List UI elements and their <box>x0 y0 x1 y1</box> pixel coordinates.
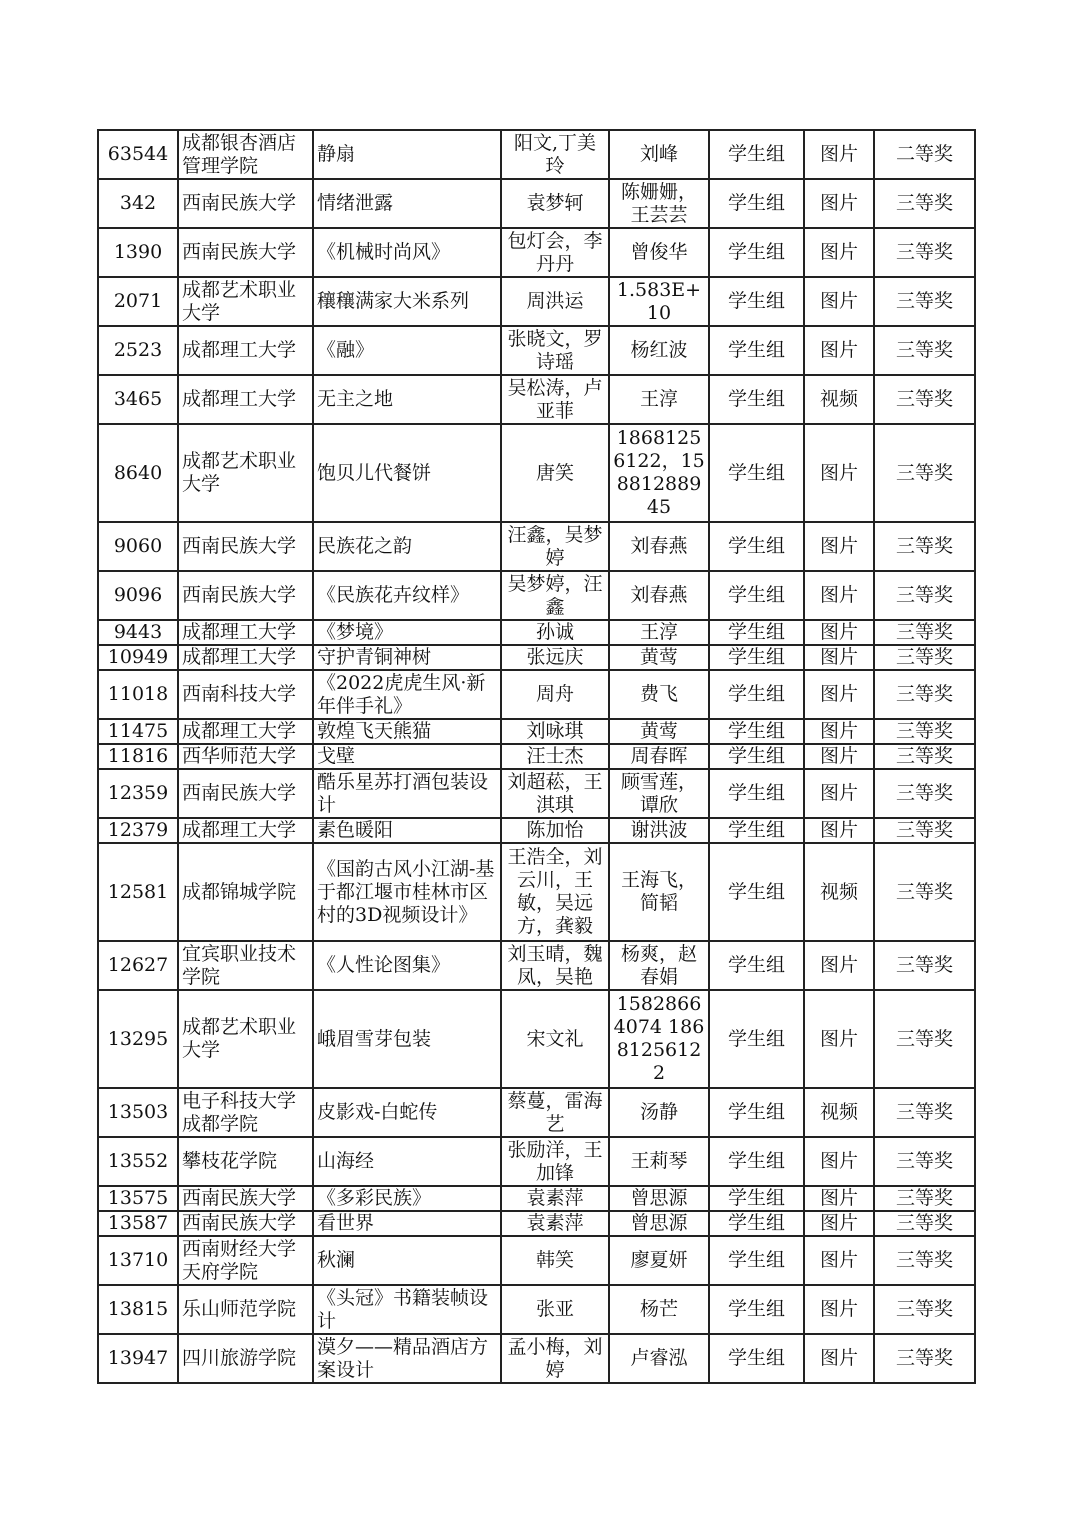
group-cell: 学生组 <box>709 375 804 424</box>
author-cell: 王浩全，刘云川，王敏，吴远方，龚毅 <box>501 843 609 941</box>
table-row <box>98 424 975 522</box>
group-cell: 学生组 <box>709 719 804 744</box>
author-cell: 阳文,丁美玲 <box>501 130 609 179</box>
author-cell: 周洪运 <box>501 277 609 326</box>
work-title-cell: 峨眉雪芽包装 <box>313 990 501 1088</box>
work-title-cell: 守护青铜神树 <box>313 645 501 670</box>
advisor-cell: 王淳 <box>609 375 709 424</box>
author-cell: 孟小梅，刘婷 <box>501 1334 609 1383</box>
type-cell: 图片 <box>804 1334 874 1383</box>
advisor-cell: 曾俊华 <box>609 228 709 277</box>
table-row <box>98 990 975 1088</box>
work-title-cell: 《国韵古风小江湖-基于都江堰市桂林市区村的3D视频设计》 <box>313 843 501 941</box>
author-cell: 张亚 <box>501 1285 609 1334</box>
type-cell: 图片 <box>804 670 874 719</box>
table-row <box>98 744 975 769</box>
author-cell: 张晓文，罗诗瑶 <box>501 326 609 375</box>
entry-id-cell: 63544 <box>98 130 178 179</box>
prize-cell: 三等奖 <box>874 744 975 769</box>
award-table-body <box>98 130 975 1383</box>
school-cell: 西华师范大学 <box>178 744 313 769</box>
group-cell: 学生组 <box>709 424 804 522</box>
entry-id-cell: 13295 <box>98 990 178 1088</box>
entry-id-cell: 11816 <box>98 744 178 769</box>
school-cell: 西南民族大学 <box>178 571 313 620</box>
entry-id-cell: 13710 <box>98 1236 178 1285</box>
advisor-cell: 曾思源 <box>609 1186 709 1211</box>
type-cell: 图片 <box>804 228 874 277</box>
group-cell: 学生组 <box>709 1236 804 1285</box>
author-cell: 孙诚 <box>501 620 609 645</box>
work-title-cell: 饱贝儿代餐饼 <box>313 424 501 522</box>
advisor-cell: 杨爽，赵春娟 <box>609 941 709 990</box>
group-cell: 学生组 <box>709 990 804 1088</box>
group-cell: 学生组 <box>709 941 804 990</box>
entry-id-cell: 342 <box>98 179 178 228</box>
school-cell: 成都理工大学 <box>178 375 313 424</box>
work-title-cell: 《梦境》 <box>313 620 501 645</box>
work-title-cell: 皮影戏-白蛇传 <box>313 1088 501 1137</box>
table-row <box>98 1137 975 1186</box>
type-cell: 视频 <box>804 843 874 941</box>
work-title-cell: 山海经 <box>313 1137 501 1186</box>
prize-cell: 三等奖 <box>874 277 975 326</box>
table-row <box>98 1334 975 1383</box>
table-row <box>98 571 975 620</box>
group-cell: 学生组 <box>709 1186 804 1211</box>
work-title-cell: 看世界 <box>313 1211 501 1236</box>
type-cell: 图片 <box>804 744 874 769</box>
entry-id-cell: 11018 <box>98 670 178 719</box>
prize-cell: 三等奖 <box>874 424 975 522</box>
group-cell: 学生组 <box>709 744 804 769</box>
author-cell: 吴梦婷，汪鑫 <box>501 571 609 620</box>
group-cell: 学生组 <box>709 1088 804 1137</box>
advisor-cell: 王淳 <box>609 620 709 645</box>
group-cell: 学生组 <box>709 620 804 645</box>
prize-cell: 三等奖 <box>874 645 975 670</box>
author-cell: 汪士杰 <box>501 744 609 769</box>
prize-cell: 三等奖 <box>874 1211 975 1236</box>
group-cell: 学生组 <box>709 670 804 719</box>
group-cell: 学生组 <box>709 130 804 179</box>
prize-cell: 三等奖 <box>874 719 975 744</box>
group-cell: 学生组 <box>709 1334 804 1383</box>
prize-cell: 三等奖 <box>874 818 975 843</box>
group-cell: 学生组 <box>709 179 804 228</box>
work-title-cell: 酷乐星苏打酒包装设计 <box>313 769 501 818</box>
author-cell: 吴松涛，卢亚菲 <box>501 375 609 424</box>
school-cell: 宜宾职业技术学院 <box>178 941 313 990</box>
table-row <box>98 719 975 744</box>
entry-id-cell: 1390 <box>98 228 178 277</box>
type-cell: 图片 <box>804 620 874 645</box>
work-title-cell: 情绪泄露 <box>313 179 501 228</box>
school-cell: 成都艺术职业大学 <box>178 990 313 1088</box>
prize-cell: 三等奖 <box>874 522 975 571</box>
author-cell: 刘咏琪 <box>501 719 609 744</box>
advisor-cell: 卢睿泓 <box>609 1334 709 1383</box>
work-title-cell: 《民族花卉纹样》 <box>313 571 501 620</box>
author-cell: 刘超菘，王淇琪 <box>501 769 609 818</box>
author-cell: 袁素萍 <box>501 1211 609 1236</box>
entry-id-cell: 9443 <box>98 620 178 645</box>
prize-cell: 三等奖 <box>874 1285 975 1334</box>
type-cell: 图片 <box>804 818 874 843</box>
advisor-cell: 廖夏妍 <box>609 1236 709 1285</box>
advisor-cell: 王莉琴 <box>609 1137 709 1186</box>
table-row <box>98 130 975 179</box>
entry-id-cell: 13575 <box>98 1186 178 1211</box>
author-cell: 汪鑫，吴梦婷 <box>501 522 609 571</box>
table-row <box>98 375 975 424</box>
type-cell: 视频 <box>804 375 874 424</box>
author-cell: 张励洋，王加锋 <box>501 1137 609 1186</box>
type-cell: 图片 <box>804 326 874 375</box>
school-cell: 四川旅游学院 <box>178 1334 313 1383</box>
author-cell: 刘玉晴，魏凤，吴艳 <box>501 941 609 990</box>
group-cell: 学生组 <box>709 228 804 277</box>
advisor-cell: 黄莺 <box>609 719 709 744</box>
advisor-cell: 汤静 <box>609 1088 709 1137</box>
entry-id-cell: 3465 <box>98 375 178 424</box>
type-cell: 视频 <box>804 1088 874 1137</box>
entry-id-cell: 13947 <box>98 1334 178 1383</box>
table-row <box>98 1285 975 1334</box>
work-title-cell: 《人性论图集》 <box>313 941 501 990</box>
advisor-cell: 陈姗姗，王芸芸 <box>609 179 709 228</box>
group-cell: 学生组 <box>709 1211 804 1236</box>
table-row <box>98 843 975 941</box>
entry-id-cell: 2071 <box>98 277 178 326</box>
type-cell: 图片 <box>804 424 874 522</box>
school-cell: 西南民族大学 <box>178 179 313 228</box>
author-cell: 唐笑 <box>501 424 609 522</box>
prize-cell: 三等奖 <box>874 1088 975 1137</box>
prize-cell: 三等奖 <box>874 1137 975 1186</box>
school-cell: 成都理工大学 <box>178 620 313 645</box>
work-title-cell: 《2022虎虎生风·新年伴手礼》 <box>313 670 501 719</box>
prize-cell: 三等奖 <box>874 571 975 620</box>
entry-id-cell: 13587 <box>98 1211 178 1236</box>
author-cell: 张远庆 <box>501 645 609 670</box>
advisor-cell: 刘春燕 <box>609 571 709 620</box>
school-cell: 西南科技大学 <box>178 670 313 719</box>
type-cell: 图片 <box>804 941 874 990</box>
table-row <box>98 645 975 670</box>
type-cell: 图片 <box>804 1137 874 1186</box>
school-cell: 成都艺术职业大学 <box>178 424 313 522</box>
entry-id-cell: 12379 <box>98 818 178 843</box>
prize-cell: 三等奖 <box>874 843 975 941</box>
entry-id-cell: 2523 <box>98 326 178 375</box>
prize-cell: 三等奖 <box>874 941 975 990</box>
school-cell: 西南民族大学 <box>178 1186 313 1211</box>
work-title-cell: 《多彩民族》 <box>313 1186 501 1211</box>
advisor-cell: 15828664074 18681256122 <box>609 990 709 1088</box>
entry-id-cell: 13503 <box>98 1088 178 1137</box>
work-title-cell: 《融》 <box>313 326 501 375</box>
school-cell: 西南民族大学 <box>178 228 313 277</box>
school-cell: 成都艺术职业大学 <box>178 277 313 326</box>
type-cell: 图片 <box>804 1211 874 1236</box>
school-cell: 成都理工大学 <box>178 818 313 843</box>
work-title-cell: 素色暖阳 <box>313 818 501 843</box>
table-row <box>98 1236 975 1285</box>
advisor-cell: 周春晖 <box>609 744 709 769</box>
prize-cell: 三等奖 <box>874 1334 975 1383</box>
entry-id-cell: 12627 <box>98 941 178 990</box>
entry-id-cell: 10949 <box>98 645 178 670</box>
group-cell: 学生组 <box>709 277 804 326</box>
entry-id-cell: 12359 <box>98 769 178 818</box>
table-row <box>98 522 975 571</box>
prize-cell: 三等奖 <box>874 1236 975 1285</box>
prize-cell: 三等奖 <box>874 990 975 1088</box>
school-cell: 成都理工大学 <box>178 719 313 744</box>
prize-cell: 二等奖 <box>874 130 975 179</box>
advisor-cell: 谢洪波 <box>609 818 709 843</box>
advisor-cell: 18681256122，15881288945 <box>609 424 709 522</box>
table-row <box>98 941 975 990</box>
author-cell: 韩笑 <box>501 1236 609 1285</box>
advisor-cell: 刘峰 <box>609 130 709 179</box>
type-cell: 图片 <box>804 719 874 744</box>
type-cell: 图片 <box>804 277 874 326</box>
author-cell: 包灯会，李丹丹 <box>501 228 609 277</box>
advisor-cell: 曾思源 <box>609 1211 709 1236</box>
school-cell: 西南财经大学天府学院 <box>178 1236 313 1285</box>
entry-id-cell: 11475 <box>98 719 178 744</box>
entry-id-cell: 13552 <box>98 1137 178 1186</box>
work-title-cell: 静扇 <box>313 130 501 179</box>
table-row <box>98 179 975 228</box>
author-cell: 袁梦轲 <box>501 179 609 228</box>
type-cell: 图片 <box>804 571 874 620</box>
type-cell: 图片 <box>804 1236 874 1285</box>
work-title-cell: 敦煌飞天熊猫 <box>313 719 501 744</box>
work-title-cell: 无主之地 <box>313 375 501 424</box>
entry-id-cell: 12581 <box>98 843 178 941</box>
table-row <box>98 228 975 277</box>
prize-cell: 三等奖 <box>874 769 975 818</box>
school-cell: 成都锦城学院 <box>178 843 313 941</box>
school-cell: 成都理工大学 <box>178 645 313 670</box>
school-cell: 西南民族大学 <box>178 522 313 571</box>
group-cell: 学生组 <box>709 769 804 818</box>
work-title-cell: 《头冠》书籍装帧设计 <box>313 1285 501 1334</box>
entry-id-cell: 9096 <box>98 571 178 620</box>
author-cell: 蔡蔓，雷海艺 <box>501 1088 609 1137</box>
group-cell: 学生组 <box>709 645 804 670</box>
advisor-cell: 黄莺 <box>609 645 709 670</box>
table-row <box>98 670 975 719</box>
table-row <box>98 1186 975 1211</box>
advisor-cell: 杨红波 <box>609 326 709 375</box>
prize-cell: 三等奖 <box>874 620 975 645</box>
type-cell: 图片 <box>804 179 874 228</box>
type-cell: 图片 <box>804 1285 874 1334</box>
prize-cell: 三等奖 <box>874 670 975 719</box>
prize-cell: 三等奖 <box>874 179 975 228</box>
author-cell: 周舟 <box>501 670 609 719</box>
prize-cell: 三等奖 <box>874 375 975 424</box>
school-cell: 西南民族大学 <box>178 1211 313 1236</box>
type-cell: 图片 <box>804 645 874 670</box>
group-cell: 学生组 <box>709 1137 804 1186</box>
school-cell: 成都银杏酒店管理学院 <box>178 130 313 179</box>
school-cell: 乐山师范学院 <box>178 1285 313 1334</box>
award-table <box>97 129 976 1384</box>
school-cell: 电子科技大学成都学院 <box>178 1088 313 1137</box>
prize-cell: 三等奖 <box>874 1186 975 1211</box>
type-cell: 图片 <box>804 1186 874 1211</box>
entry-id-cell: 8640 <box>98 424 178 522</box>
group-cell: 学生组 <box>709 843 804 941</box>
work-title-cell: 漠夕——精品酒店方案设计 <box>313 1334 501 1383</box>
group-cell: 学生组 <box>709 326 804 375</box>
group-cell: 学生组 <box>709 522 804 571</box>
advisor-cell: 杨芒 <box>609 1285 709 1334</box>
school-cell: 攀枝花学院 <box>178 1137 313 1186</box>
table-row <box>98 1211 975 1236</box>
type-cell: 图片 <box>804 130 874 179</box>
advisor-cell: 费飞 <box>609 670 709 719</box>
advisor-cell: 刘春燕 <box>609 522 709 571</box>
entry-id-cell: 9060 <box>98 522 178 571</box>
work-title-cell: 穰穰满家大米系列 <box>313 277 501 326</box>
work-title-cell: 秋澜 <box>313 1236 501 1285</box>
advisor-cell: 王海飞，简韬 <box>609 843 709 941</box>
entry-id-cell: 13815 <box>98 1285 178 1334</box>
table-row <box>98 620 975 645</box>
group-cell: 学生组 <box>709 1285 804 1334</box>
work-title-cell: 《机械时尚风》 <box>313 228 501 277</box>
type-cell: 图片 <box>804 990 874 1088</box>
type-cell: 图片 <box>804 522 874 571</box>
table-row <box>98 277 975 326</box>
author-cell: 袁素萍 <box>501 1186 609 1211</box>
school-cell: 西南民族大学 <box>178 769 313 818</box>
author-cell: 陈加怡 <box>501 818 609 843</box>
advisor-cell: 1.583E+10 <box>609 277 709 326</box>
prize-cell: 三等奖 <box>874 228 975 277</box>
type-cell: 图片 <box>804 769 874 818</box>
table-row <box>98 818 975 843</box>
author-cell: 宋文礼 <box>501 990 609 1088</box>
work-title-cell: 戈壁 <box>313 744 501 769</box>
prize-cell: 三等奖 <box>874 326 975 375</box>
table-row <box>98 769 975 818</box>
group-cell: 学生组 <box>709 571 804 620</box>
school-cell: 成都理工大学 <box>178 326 313 375</box>
table-row <box>98 326 975 375</box>
work-title-cell: 民族花之韵 <box>313 522 501 571</box>
group-cell: 学生组 <box>709 818 804 843</box>
advisor-cell: 顾雪莲，谭欣 <box>609 769 709 818</box>
table-row <box>98 1088 975 1137</box>
